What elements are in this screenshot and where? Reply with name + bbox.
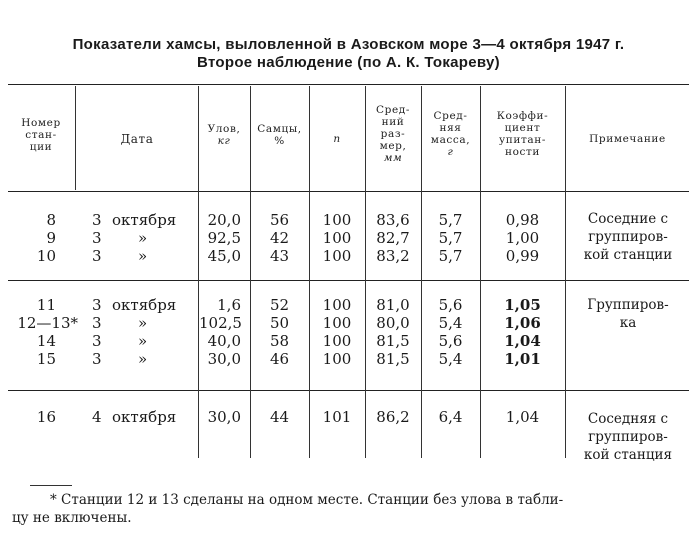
header-coefficient: Коэффи- циент упитан- ности — [496, 110, 549, 158]
header-station: Номер стан- ции — [21, 117, 61, 153]
header-mass: Сред- няя масса, г — [430, 110, 471, 158]
header-note: Примечание — [589, 133, 666, 145]
col-divider — [75, 86, 76, 190]
header-n: n — [333, 133, 341, 145]
table-title-line-1: Показатели хамсы, выловленной в Азовском море 3—4 октября 1947 г. — [72, 36, 625, 53]
table-title-line-2: Второе наблюдение (по А. К. Токареву) — [197, 54, 500, 71]
header-size: Сред- ний раз- мер, мм — [376, 104, 410, 164]
footnote-line-2: цу не включены. — [12, 510, 132, 526]
header-catch: Улов, кг — [207, 123, 241, 147]
group-note: Соседняя с группиров- кой станция — [583, 411, 673, 463]
top-rule — [8, 84, 689, 85]
footnote-line-1: * Станции 12 и 13 сделаны на одном месте. Станции без улова в табли- — [50, 492, 564, 508]
footnote-rule — [30, 485, 72, 486]
group-note: Группиров- ка — [587, 297, 669, 331]
group-rule-2 — [8, 390, 689, 391]
group-note: Соседние с группиров- кой станции — [583, 211, 673, 263]
header-rule — [8, 191, 689, 192]
header-date: Дата — [120, 132, 154, 146]
header-males: Самцы, % — [257, 123, 302, 147]
group-rule-1 — [8, 280, 689, 281]
